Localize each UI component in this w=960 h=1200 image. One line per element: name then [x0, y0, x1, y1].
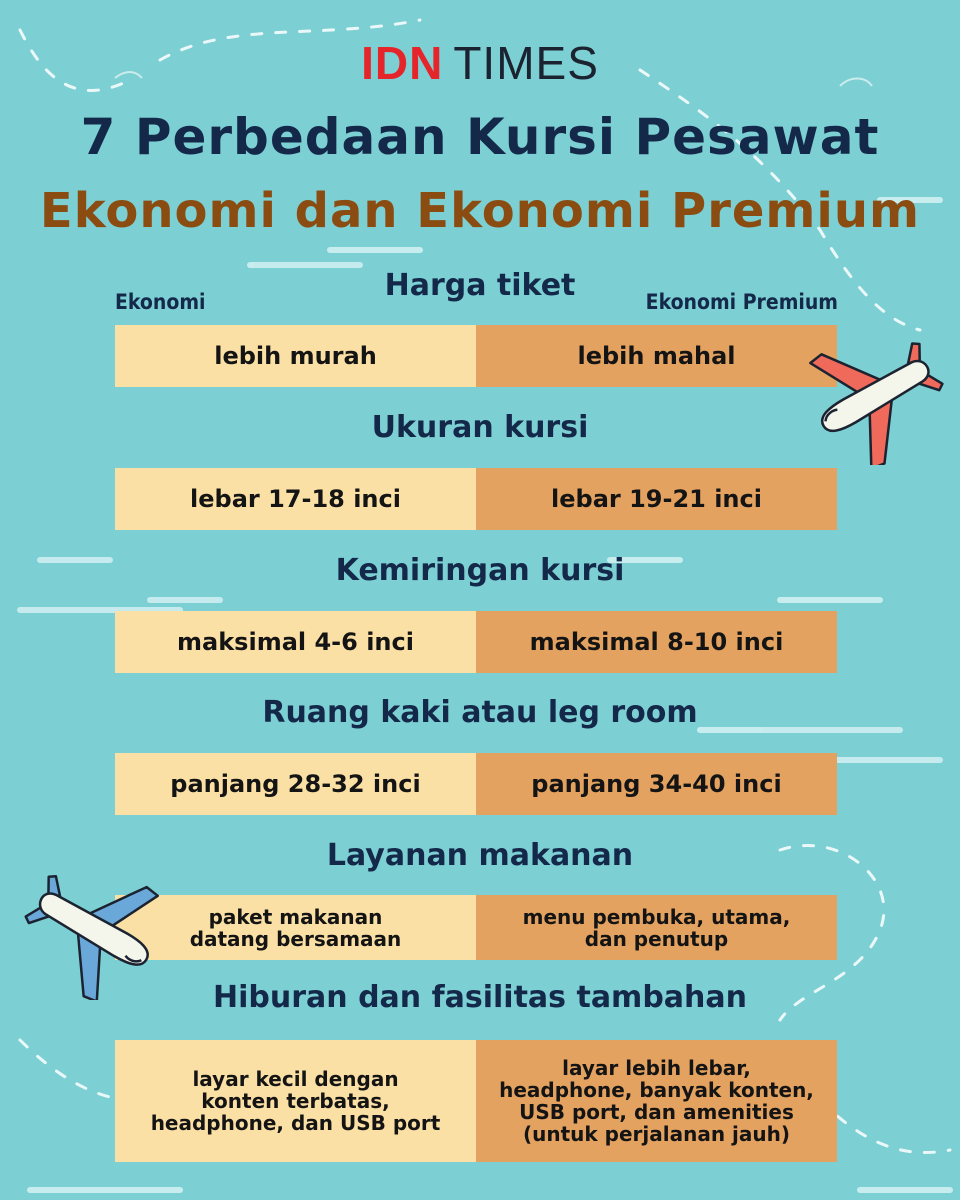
comparison-row-layanan-makanan	[115, 895, 837, 960]
cell-ekonomi: lebar 17-18 inci	[115, 468, 476, 530]
comparison-row-kemiringan-kursi	[115, 611, 837, 673]
cell-ekonomi-premium: panjang 34-40 inci	[476, 753, 837, 815]
section-heading: Ruang kaki atau leg room	[262, 695, 698, 730]
section-ruang-kaki	[0, 695, 960, 730]
section-heading: Harga tiket	[384, 268, 576, 303]
comparison-row-ruang-kaki	[115, 753, 837, 815]
cell-ekonomi-premium: lebih mahal	[476, 325, 837, 387]
column-label-ekonomi: Ekonomi	[115, 290, 206, 314]
cell-ekonomi: maksimal 4-6 inci	[115, 611, 476, 673]
cell-ekonomi-premium: lebar 19-21 inci	[476, 468, 837, 530]
cell-ekonomi: layar kecil dengan konten terbatas, headphone, dan USB port	[115, 1040, 476, 1162]
cell-ekonomi: lebih murah	[115, 325, 476, 387]
section-heading: Kemiringan kursi	[335, 553, 625, 588]
brand-times: TIMES	[453, 37, 599, 89]
section-heading: Layanan makanan	[326, 838, 634, 873]
cell-ekonomi-premium: layar lebih lebar, headphone, banyak konten, USB port, dan amenities (untuk perjalanan jauh)	[476, 1040, 837, 1162]
section-heading: Hiburan dan fasilitas tambahan	[213, 980, 747, 1015]
page-subtitle: Ekonomi dan Ekonomi Premium	[39, 183, 921, 239]
cell-ekonomi: paket makanan datang bersamaan	[115, 895, 476, 960]
comparison-row-ukuran-kursi	[115, 468, 837, 530]
section-harga-tiket	[0, 268, 960, 303]
brand-idn: IDN	[361, 37, 444, 89]
cell-ekonomi-premium: menu pembuka, utama, dan penutup	[476, 895, 837, 960]
comparison-row-hiburan-fasilitas	[115, 1040, 837, 1162]
section-heading: Ukuran kursi	[371, 410, 589, 445]
section-kemiringan-kursi	[0, 553, 960, 588]
cell-ekonomi: panjang 28-32 inci	[115, 753, 476, 815]
page-title: 7 Perbedaan Kursi Pesawat	[80, 108, 880, 166]
airplane-icon-red	[805, 325, 945, 465]
comparison-row-harga-tiket	[115, 325, 837, 387]
brand-logo	[0, 36, 960, 90]
column-label-ekonomi-premium: Ekonomi Premium	[645, 290, 838, 314]
airplane-icon-blue	[18, 860, 168, 1000]
cell-ekonomi-premium: maksimal 8-10 inci	[476, 611, 837, 673]
